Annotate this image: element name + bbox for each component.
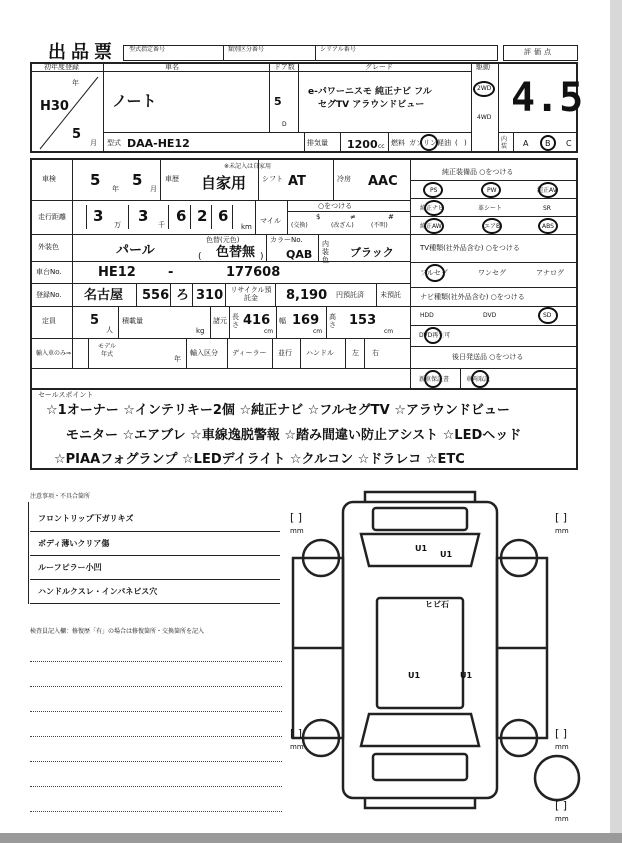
first-reg-year: H30 [40,99,69,114]
mileage-label: 走行距離 [38,213,66,221]
sales-points-label: セールスポイント [38,391,94,399]
history-label: 車歴 [165,175,179,183]
equip-airbag: エアB [484,223,501,230]
height-unit: cm [384,328,394,335]
equip-aw: 純正AW [420,223,442,230]
grade-line1: e-パワーニスモ 純正ナビ フル [308,87,432,97]
mileage-digit: 2 [197,207,208,225]
tread-unit: mm [555,527,569,535]
ac: AAC [368,174,398,189]
inspection-year: 5 [90,171,101,189]
mileage-digit: 6 [218,207,229,225]
note-item: ルーフピラー小凹 [38,563,102,572]
mark-tamper: (改ざん) [331,222,354,229]
tv-oneseg: ワンセグ [478,269,506,277]
sales-point-line2: モニター ☆エアブレ ☆車線逸脱警報 ☆踏み間違い防止アシスト ☆LEDヘッド [66,428,522,443]
capacity-unit: 人 [106,326,113,334]
capacity: 5 [90,313,100,328]
equip-sr: SR [543,205,551,212]
tv-fullseg-circle [425,264,445,282]
footer-bar [0,833,622,843]
grade-score-label: 評価点 [524,48,554,56]
fuel-label: 燃料 [391,139,405,147]
equip-av: 純正AV [537,187,557,194]
mile-label: マイル [260,217,281,225]
equipment-title: 純正装備品 ○をつける [442,168,514,176]
tv-title: TV種類(社外品含む) ○をつける [420,244,520,252]
note-item: フロントリップ下ガリキズ [38,514,134,523]
reg-kana: ろ [176,288,190,303]
width-label: 幅 [279,317,286,325]
doors: 5 [274,95,282,108]
tread-bracket: [ ] [555,799,568,812]
tread-unit: mm [290,743,304,751]
mileage-digit: 6 [176,207,187,225]
inspection-year-unit: 年 [112,185,119,193]
length-label: 長さ [232,313,239,329]
nav-dvd: DVD [483,312,497,319]
reg-year-unit: 年 [72,79,79,87]
color-paren-open: ( [198,252,202,262]
height-label: 高さ [329,313,336,329]
interior-label: 内装 [501,136,508,150]
reg-class: 556 [142,288,170,303]
displacement: 1200 [347,138,378,151]
handle-label: ハンドル [306,349,334,357]
nav-hdd: HDD [420,312,434,319]
damage-mark: U1 [440,550,453,559]
history-note: ※未記入は自家用 [224,163,272,170]
interior-color-label: 内装色 [322,240,329,264]
equip-ps: PS [430,187,438,194]
color-no-label: カラーNo. [270,236,303,244]
inspection-month: 5 [132,171,143,189]
mark-tamper-symbol: ≠ [350,213,356,221]
grade-score: 4.5 [511,75,584,121]
nav-sd-circle [538,307,558,324]
color-no: QAB [286,248,313,261]
width: 169 [292,313,320,328]
first-reg-label: 初年度登録 [44,63,79,71]
import-parallel: 並行 [278,349,292,357]
interior-color: ブラック [350,246,394,259]
reg-month-unit: 月 [90,139,97,147]
handle-left: 左 [352,349,359,357]
sales-point-line3: ☆PIAAフォグランプ ☆LEDデイライト ☆クルコン ☆ドラレコ ☆ETC [54,452,465,467]
interior-a: A [523,139,529,148]
nav-dvd-play: DVD再生可 [419,332,451,339]
tread-bracket: [ ] [555,727,568,740]
length: 416 [243,313,271,328]
color-paren-close: ) [260,252,264,262]
damage-mark: U1 [415,544,428,553]
nav-title: ナビ種類(社外品含む) ○をつける [420,293,525,301]
mileage-sen: 3 [138,207,149,225]
import-dealer: ディーラー [232,349,267,357]
fuel-light-oil: 軽油 [437,139,451,147]
fuel-paren-open: ( [455,139,458,147]
tread-unit: mm [555,743,569,751]
tread-bracket: [ ] [290,727,303,740]
import-label: 輸入車のみ⇒ [36,350,72,357]
inspector-label: 検査員記入欄：修復歴「有」の場合は修復箇所・交換箇所を記入 [30,628,205,635]
note-item: ボディ薄いクリア傷 [38,539,110,548]
sales-point-line1: ☆1オーナー ☆インテリキー2個 ☆純正ナビ ☆フルセグTV ☆アラウンドビュー [46,403,510,418]
color-label: 外装色 [38,243,59,251]
reg-number: 310 [196,288,224,303]
equip-pw-circle [481,182,501,198]
nav-sd: SD [543,312,552,319]
reg-label: 登録No. [36,291,62,299]
reg-area: 名古屋 [84,288,124,303]
fuel-gasoline: ガソリン [409,139,437,147]
length-unit: cm [264,328,274,335]
equip-pw: PW [487,187,497,194]
history: 自家用 [201,174,247,192]
load-label: 積載量 [122,317,143,325]
shift: AT [288,174,306,189]
chassis-label: 車台No. [36,268,62,276]
mark-swap: (交換) [291,222,308,229]
chassis-dash: - [168,265,174,280]
grade-line2: セグTV アラウンドビュー [318,100,425,110]
recycle-not-paid: 未預託 [380,291,401,299]
import-year-unit: 年 [174,355,181,363]
chassis-number: 177608 [226,265,281,280]
docs-warranty: 新車保証書 [419,376,450,383]
damage-mark: U1 [460,671,473,680]
equip-airbag-circle [482,218,502,234]
interior-b-circle [540,135,556,151]
model-designation-label: 型式指定番号 [129,46,166,53]
drive-2wd-circle [473,81,495,97]
nav-dvd-play-circle [424,327,442,344]
car-name-label: 車名 [165,63,179,71]
equip-abs-circle [538,218,558,234]
model-label: 型式 [107,139,121,147]
dims-label: 諸元 [213,317,227,325]
tread-bracket: [ ] [555,511,568,524]
shift-label: シフト [262,175,283,183]
model-year-label: モデル年式 [98,343,116,358]
mark-unknown-symbol: # [388,213,394,221]
equip-av-circle [538,182,558,198]
docs-manual: 車両取説 [466,376,491,383]
car-diagram [285,488,610,833]
docs-warranty-circle [424,370,442,388]
id-number-row [123,45,498,61]
drive-4wd: 4WD [477,114,492,121]
door-unit: D [282,121,287,128]
displacement-unit: cc [378,143,385,150]
first-reg-month: 5 [72,127,82,142]
equip-navi-circle [424,200,444,216]
notes-label: 注意事項・不具合箇所 [30,493,91,500]
category-number-label: 類別区分番号 [228,46,265,53]
page-edge [610,0,622,843]
capacity-label: 定員 [42,317,56,325]
equip-navi: 純正ナビ [420,205,445,212]
import-class-label: 輸入区分 [190,349,218,357]
recycle-label: リサイクル預託金 [230,286,272,302]
color-change-label: 色替(元色) [206,236,240,244]
fuel-paren-close: ) [464,139,467,147]
tread-unit: mm [290,527,304,535]
sheet-title: 出品票 [48,42,117,63]
car-name: ノート [112,92,157,110]
color-change: 色替無 [216,245,256,260]
inspection-label: 車検 [42,175,56,183]
load-unit: kg [196,327,205,335]
mark-title: ○をつける [318,202,353,210]
height: 153 [349,313,377,328]
interior-c: C [566,139,572,148]
fuel-gasoline-circle [420,134,438,151]
drive-2wd: 2WD [477,85,492,92]
mileage-man-unit: 万 [114,221,121,229]
docs-manual-circle [471,370,489,388]
tread-bracket: [ ] [290,511,303,524]
tv-fullseg: フルセグ [420,269,448,277]
doors-label: ドア数 [274,63,295,71]
damage-mark: U1 [408,671,421,680]
model-code: DAA-HE12 [127,137,190,150]
mileage-km-unit: km [241,223,252,231]
width-unit: cm [313,328,323,335]
docs-title: 後日発送品 ○をつける [452,353,524,361]
equip-aw-circle [424,218,444,234]
drive-label: 駆動 [476,63,490,71]
damage-mark: ヒビ石 [425,600,449,609]
interior-b: B [545,139,551,148]
serial-number-label: シリアル番号 [320,46,356,53]
recycle-unit: 円預託済 [336,291,364,299]
note-item: ハンドルクスレ・インパネピス穴 [38,587,158,596]
handle-right: 右 [372,349,379,357]
mileage-sen-unit: 千 [158,221,165,229]
displacement-label: 排気量 [307,139,328,147]
mark-unknown: (不明) [371,222,388,229]
mark-swap-symbol: $ [316,213,321,221]
recycle-fee: 8,190 [286,288,328,303]
equip-leather: 革シート [478,205,503,212]
tv-analog: アナログ [536,269,564,277]
equip-abs: ABS [542,223,554,230]
color: パール [116,243,155,258]
mileage-man: 3 [93,207,104,225]
chassis-prefix: HE12 [98,265,136,280]
grade-label: グレード [365,63,393,71]
ac-label: 冷房 [337,175,351,183]
inspection-month-unit: 月 [150,185,157,193]
equip-ps-circle [423,182,443,198]
tread-unit: mm [555,815,569,823]
